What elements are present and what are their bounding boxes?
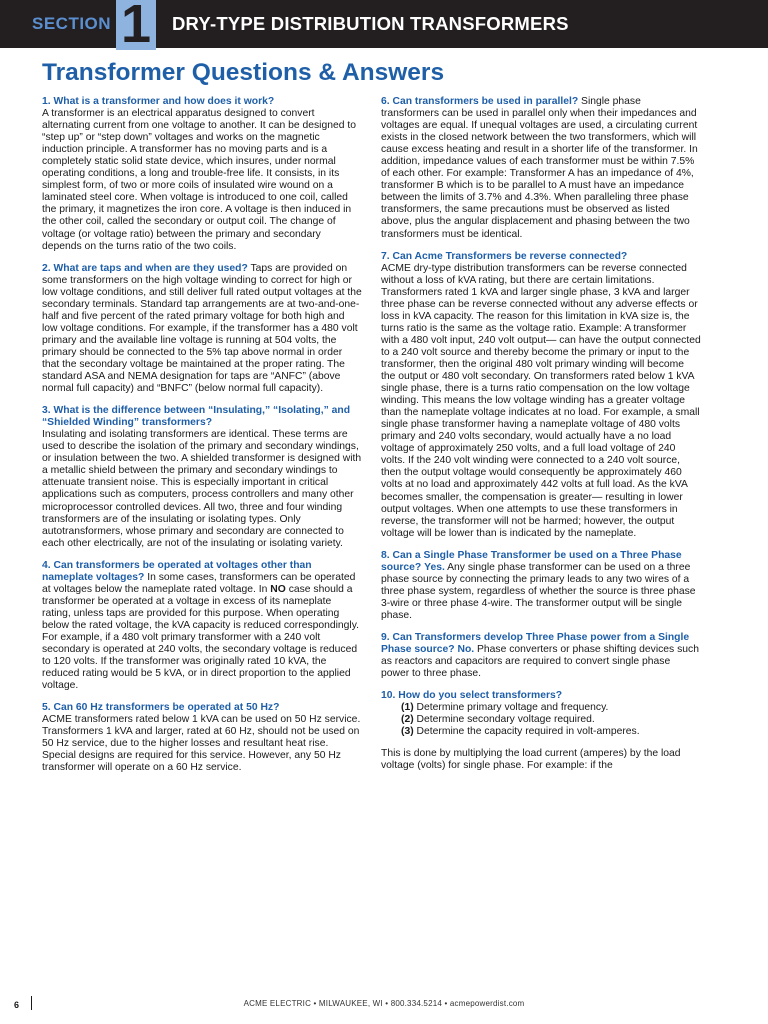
- answer-6: Single phase transformers can be used in parallel only when their impedances and voltages are equal. If unequal voltages are used, a circulating current exists in the closed network between the two transformers, which will cause excess heating and result in a shorter life of the transformer. In addition, impedance values of each transformer must be within 7.5% of each other. For example: Transformer A has an impedance of 4%, transformer B which is to be parallel to A must have an impedance between the limits of 3.7% and 4.3%. When paralleling three phase transformers, the same precautions must be observed as listed above, plus the angular displacement and phasing between the two transformers must be identical.: [381, 96, 698, 240]
- answer-3: Insulating and isolating transformers are identical. These terms are used to describe the isolation of the primary and secondary windings, or insulation between the two. A shielded transformer is designed with a metallic shield between the primary and secondary windings to attenuate transient noise. This is especially important in critical applications such as computers, process controllers and many other microprocessor controlled devices. All two, three and four winding transformers are of the insulating or isolating types. Only autotransformers, whose primary and secondary are connected to each other electrically, are not of the insulating or isolating variety.: [42, 429, 362, 549]
- left-column: [42, 96, 362, 784]
- step-text: Determine primary voltage and frequency.: [416, 702, 609, 714]
- section-label: SECTION: [32, 14, 112, 33]
- answer-2: Taps are provided on some transformers on the high voltage winding to correct for high or low voltage conditions, and still deliver full rated output voltages at the secondary terminals. Standard tap arrangements are at two-and-one-half and five percent of the rated primary voltage for both high and low voltage conditions. For example, if the transformer has a 480 volt primary and the available line voltage is running at 504 volts, the primary should be connected to the 5% tap above normal in order that the secondary voltage be maintained at the proper rating. The standard ASA and NEMA designation for taps are “ANFC” (above normal full capacity) and “BNFC” (below normal full capacity).: [42, 262, 362, 395]
- question-6: 6. Can transformers be used in parallel?: [381, 96, 579, 107]
- question-4: 4. Can transformers be operated at voltages other than nameplate voltages?: [42, 559, 312, 583]
- step-item: [401, 714, 701, 726]
- footer-contact: ACME ELECTRIC • MILWAUKEE, WI • 800.334.5214 • acmepowerdist.com: [243, 999, 525, 1008]
- answer-1: A transformer is an electrical apparatus designed to convert alternating current from one voltage to another. It can be designed to “step up” or “step down” voltages and works on the magnetic induction principle. A transformer has no moving parts and is a completely static solid state device, which insures, under normal operating conditions, a long and trouble-free life. It consists, in its simplest form, of two or more coils of insulated wire wound on a laminated steel core. When voltage is introduced to one coil, called the primary, it magnetizes the iron core. A voltage is then induced in the other coil, called the secondary or output coil. The change of voltage (or voltage ratio) between the primary and secondary depends on the turns ratio of the two coils.: [42, 108, 356, 252]
- qa-9: [381, 632, 701, 680]
- answer-4-emphasis: NO: [270, 583, 286, 595]
- qa-10: [381, 690, 701, 772]
- qa-2: [42, 263, 362, 396]
- step-text: Determine the capacity required in volt-amperes.: [416, 726, 640, 738]
- qa-1: [42, 96, 362, 253]
- answer-8: Any single phase transformer can be used on a three phase source by connecting the primary leads to any two wires of a three phase system, regardless of whether the source is three phase 3-wire or three phase 4-wire. The transformer output will be single phase.: [381, 561, 696, 621]
- answer-9: Phase converters or phase shifting devices such as reactors and capacitors are required to convert single phase power to three phase.: [381, 644, 699, 680]
- step-number: (2): [401, 714, 414, 726]
- question-7: 7. Can Acme Transformers be reverse connected?: [381, 250, 628, 262]
- qa-4: [42, 560, 362, 693]
- section-header-bar: [0, 0, 768, 54]
- selection-steps: [401, 702, 701, 738]
- answer-5: ACME transformers rated below 1 kVA can be used on 50 Hz service. Transformers 1 kVA and larger, rated at 60 Hz, should not be used on 50 Hz service, due to the higher losses and resultant heat rise. Special designs are required for this service. However, any 50 Hz transformer will operate on a 60 Hz service.: [42, 714, 361, 774]
- question-3: 3. What is the difference between “Insulating,” “Isolating,” and “Shielded Winding” transformers?: [42, 405, 351, 429]
- question-8: 8. Can a Single Phase Transformer be used on a Three Phase source?: [381, 549, 682, 573]
- section-title: DRY-TYPE DISTRIBUTION TRANSFORMERS: [172, 13, 569, 34]
- question-2: 2. What are taps and when are they used?: [42, 262, 248, 274]
- step-number: (1): [401, 702, 414, 714]
- qa-7: [381, 251, 701, 540]
- step-item: [401, 726, 701, 738]
- qa-8: [381, 550, 701, 622]
- section-number: 1: [116, 0, 156, 50]
- right-column: [381, 96, 701, 782]
- question-5: 5. Can 60 Hz transformers be operated at 50 Hz?: [42, 702, 280, 714]
- question-9: 9. Can Transformers develop Three Phase power from a Single Phase source?: [381, 631, 690, 656]
- qa-5: [42, 702, 362, 774]
- answer-8-emphasis: Yes.: [424, 561, 445, 573]
- qa-6: [381, 96, 701, 241]
- question-1: 1. What is a transformer and how does it work?: [42, 96, 275, 107]
- answer-10-closing: This is done by multiplying the load current (amperes) by the load voltage (volts) for single phase. For example: if the: [381, 748, 681, 772]
- step-number: (3): [401, 726, 414, 738]
- page-number: 6: [14, 1000, 20, 1010]
- answer-7: ACME dry-type distribution transformers can be reverse connected without a loss of kVA rating, but there are certain limitations. Transformers rated 1 kVA and larger single phase, 3 kVA and larger three phase can be reverse connected without any adverse effects or loss in kVA capacity. The reason for this limitation in kVA size is, the turns ratio is the same as the voltage ratio. Example: A transformer with a 480 volt input, 240 volt output— can have the output connected to a 240 volt source and thereby become the primary or input to the transformer, then the original 480 volt primary winding will become the output or 480 volt secondary. On transformers rated below 1 kVA single phase, there is a turns ratio compensation on the low voltage winding. This means the low voltage winding has a greater voltage than the nameplate voltage indicates at no load. For example, a small single phase transformer having a nameplate voltage of 480 volts primary and 240 volts secondary, would actually have a no load voltage of approximately 250 volts, and a full load voltage of 240 volts. If the 240 volt winding were connected to a 240 volt source, then the output voltage would consequently be approximately 460 volts at no load and approximately 442 volts at full load. As the kVA becomes smaller, the compensation is greater— resulting in lower output voltages. When one attempts to use these transformers in reverse, the transformer will not be harmed; however, the output voltage will be lower than is indicated by the nameplate.: [381, 262, 701, 539]
- question-10: 10. How do you select transformers?: [381, 690, 563, 702]
- answer-9-emphasis: No.: [457, 644, 475, 656]
- page-title: Transformer Questions & Answers: [42, 59, 445, 86]
- step-text: Determine secondary voltage required.: [416, 714, 595, 726]
- answer-4-post: case should a transformer be operated at a voltage in excess of its nameplate rating, unless taps are provided for this purpose. When operating below the rated voltage, the kVA capacity is reduced correspondingly. For example, if a 480 volt primary transformer with a 240 volt secondary is operated at 240 volts, the secondary voltage is reduced to 120 volts. If the transformer was originally rated 10 kVA, the reduced rating would be 5 kVA, or in direct proportion to the applied voltage.: [42, 583, 360, 692]
- qa-3: [42, 405, 362, 550]
- step-item: [401, 702, 701, 714]
- answer-4-pre: In some cases, transformers can be operated at voltages below the nameplate rated voltage. In: [42, 571, 356, 595]
